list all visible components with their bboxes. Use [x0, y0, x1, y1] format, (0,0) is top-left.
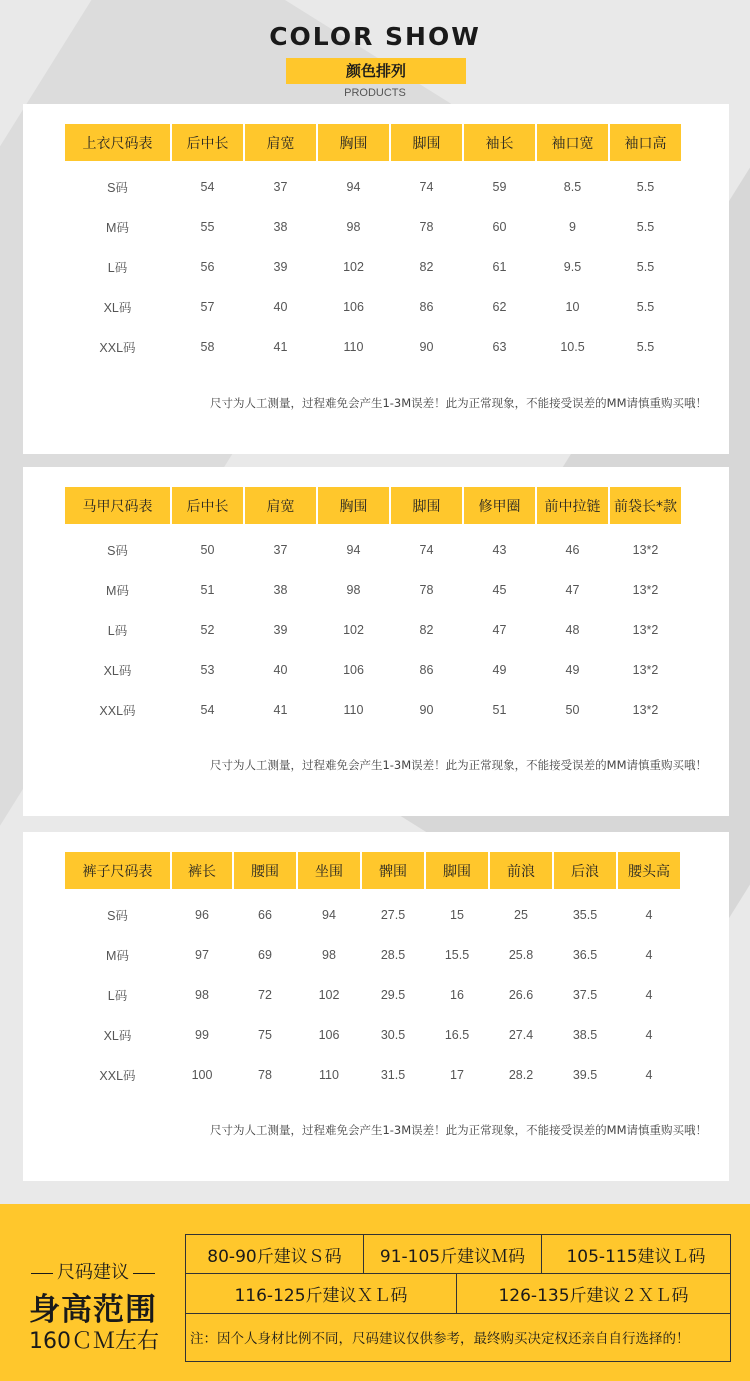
table-header-cell: 坐围: [298, 852, 360, 889]
table-cell: 29.5: [380, 988, 406, 1002]
size-table-pants: [63, 852, 682, 1095]
table-header-cell: 后中长: [172, 124, 243, 161]
table-cell: 25.8: [508, 948, 534, 962]
table-cell: 52: [200, 623, 215, 637]
size-card-vest: [23, 467, 729, 816]
table-cell: 86: [419, 300, 434, 314]
table-cell: 9.5: [563, 260, 582, 274]
table-cell: XL码: [103, 1029, 132, 1043]
table-cell: 5.5: [636, 180, 655, 194]
table-cell: 17: [450, 1068, 464, 1082]
table-header-cell: 髀围: [362, 852, 424, 889]
table-cell: 55: [200, 220, 215, 234]
size-card-pants: [23, 832, 729, 1181]
table-cell: 110: [343, 703, 364, 717]
table-row: [65, 247, 681, 287]
table-cell: 5.5: [636, 260, 655, 274]
table-header-cell: 前中拉链: [537, 487, 608, 524]
table-cell: 5.5: [636, 300, 655, 314]
table-cell: 9: [569, 220, 576, 234]
advice-cell: 126-135斤建议２ＸＬ码: [498, 1286, 689, 1306]
table-cell: 47: [492, 623, 507, 637]
table-cell: 38.5: [572, 1028, 598, 1042]
table-header-cell: 脚围: [426, 852, 488, 889]
table-row: [65, 935, 680, 975]
table-cell: 28.5: [380, 948, 406, 962]
table-cell: 63: [492, 340, 507, 354]
table-cell: L码: [107, 624, 128, 638]
size-card-tops: [23, 104, 729, 454]
table-cell: 13*2: [632, 543, 659, 557]
table-header-cell: 袖口宽: [537, 124, 608, 161]
table-cell: 13*2: [632, 663, 659, 677]
table-cell: 94: [346, 180, 361, 194]
height-cm: 160ＣＭ左右: [29, 1329, 159, 1354]
table-cell: 4: [645, 948, 653, 962]
table-cell: 39: [273, 260, 288, 274]
table-header-cell: 裤子尺码表: [65, 852, 170, 889]
table-header-cell: 腰围: [234, 852, 296, 889]
table-cell: 49: [565, 663, 580, 677]
table-cell: 98: [346, 220, 361, 234]
table-row: [65, 690, 681, 730]
table-cell: 100: [191, 1068, 213, 1082]
table-cell: S码: [107, 909, 128, 923]
table-header-cell: 马甲尺码表: [65, 487, 170, 524]
table-cell: 15.5: [444, 948, 470, 962]
size-advice-heading: [0, 1204, 185, 1381]
table-cell: XXL码: [99, 704, 136, 718]
table-cell: L码: [107, 261, 128, 275]
table-cell: 106: [343, 663, 364, 677]
table-cell: 31.5: [380, 1068, 406, 1082]
table-cell: 38: [273, 220, 288, 234]
size-advice-footer: [0, 1204, 750, 1381]
table-row: [65, 207, 681, 247]
table-header-cell: 袖口高: [610, 124, 681, 161]
table-header-cell: 前袋长*款: [610, 487, 681, 524]
table-cell: 26.6: [508, 988, 534, 1002]
table-cell: 25: [514, 908, 528, 922]
table-cell: 4: [645, 1028, 653, 1042]
table-cell: 37: [273, 180, 288, 194]
table-cell: 98: [322, 948, 336, 962]
page-subtitle-badge: 颜色排列: [286, 58, 466, 84]
table-cell: 66: [258, 908, 272, 922]
page-title: COLOR SHOW: [269, 22, 481, 51]
table-cell: 27.4: [508, 1028, 534, 1042]
table-cell: 41: [273, 340, 288, 354]
table-cell: 106: [318, 1028, 340, 1042]
table-cell: 98: [195, 988, 209, 1002]
table-cell: 4: [645, 988, 653, 1002]
table-cell: 98: [346, 583, 361, 597]
table-row: [65, 327, 681, 367]
table-header-cell: 胸围: [318, 124, 389, 161]
table-cell: 90: [419, 340, 434, 354]
table-cell: 37: [273, 543, 288, 557]
table-cell: 53: [200, 663, 215, 677]
table-cell: XXL码: [99, 1069, 136, 1083]
advice-row: [186, 1274, 730, 1314]
size-advice-grid: [185, 1234, 731, 1362]
table-cell: 94: [346, 543, 361, 557]
table-cell: 46: [565, 543, 580, 557]
table-cell: 10.5: [560, 340, 585, 354]
table-cell: 4: [645, 1068, 653, 1082]
measurement-note: 尺寸为人工测量，过程难免会产生1-3M误差！此为正常现象，不能接受误差的MM请慎重购买哦！: [209, 1123, 707, 1137]
table-cell: 10: [565, 300, 580, 314]
table-cell: 74: [419, 180, 434, 194]
table-cell: 50: [200, 543, 215, 557]
table-header-row: [65, 124, 681, 161]
measurement-note: 尺寸为人工测量，过程难免会产生1-3M误差！此为正常现象，不能接受误差的MM请慎重购买哦！: [209, 396, 707, 410]
advice-note: 注：因个人身材比例不同，尺码建议仅供参考，最终购买决定权还亲自自行选择的！: [190, 1331, 690, 1347]
divider: [31, 1273, 53, 1274]
advice-cell: 116-125斤建议ＸＬ码: [186, 1274, 457, 1313]
table-row: [65, 650, 681, 690]
table-header-cell: 肩宽: [245, 487, 316, 524]
table-cell: 75: [258, 1028, 272, 1042]
table-cell: 38: [273, 583, 288, 597]
table-cell: 78: [419, 583, 434, 597]
table-cell: 51: [200, 583, 215, 597]
products-caption: PRODUCTS: [344, 87, 406, 99]
table-row: [65, 570, 681, 610]
table-header-row: [65, 487, 681, 524]
table-cell: 82: [419, 623, 434, 637]
table-cell: 78: [258, 1068, 272, 1082]
table-cell: 57: [200, 300, 215, 314]
table-cell: M码: [106, 584, 129, 598]
divider: [133, 1273, 155, 1274]
table-cell: 72: [258, 988, 272, 1002]
table-cell: 40: [273, 300, 288, 314]
table-cell: 94: [322, 908, 336, 922]
table-row: [65, 889, 680, 935]
table-header-cell: 后浪: [554, 852, 616, 889]
table-cell: 41: [273, 703, 288, 717]
table-cell: 59: [492, 180, 507, 194]
measurement-note: 尺寸为人工测量，过程难免会产生1-3M误差！此为正常现象，不能接受误差的MM请慎重购买哦！: [209, 758, 707, 772]
page-header: [0, 0, 750, 104]
table-cell: 16: [450, 988, 464, 1002]
table-cell: 13*2: [632, 703, 659, 717]
table-cell: 16.5: [444, 1028, 470, 1042]
table-row: [65, 610, 681, 650]
table-cell: 5.5: [636, 220, 655, 234]
table-header-cell: 肩宽: [245, 124, 316, 161]
table-cell: 43: [492, 543, 507, 557]
advice-label-text: 尺码建议: [57, 1262, 129, 1283]
advice-cell: 80-90斤建议Ｓ码: [186, 1235, 364, 1273]
table-cell: 58: [200, 340, 215, 354]
table-cell: 13*2: [632, 583, 659, 597]
table-cell: 27.5: [380, 908, 406, 922]
table-cell: 36.5: [572, 948, 598, 962]
table-cell: 99: [195, 1028, 209, 1042]
table-cell: XL码: [103, 301, 132, 315]
table-cell: 90: [419, 703, 434, 717]
table-cell: 110: [319, 1068, 339, 1082]
table-cell: 102: [343, 623, 364, 637]
table-header-cell: 裤长: [172, 852, 232, 889]
table-cell: L码: [107, 989, 128, 1003]
table-cell: 39: [273, 623, 288, 637]
height-range-title: 身高范围: [29, 1292, 157, 1328]
advice-cell: 105-115建议Ｌ码: [566, 1246, 706, 1267]
table-cell: 96: [195, 908, 209, 922]
table-cell: 49: [492, 663, 507, 677]
table-header-row: [65, 852, 680, 889]
table-cell: 54: [200, 180, 215, 194]
table-cell: 45: [492, 583, 507, 597]
table-cell: 69: [258, 948, 272, 962]
advice-row: [186, 1235, 730, 1274]
table-header-cell: 脚围: [391, 487, 462, 524]
table-header-cell: 前浪: [490, 852, 552, 889]
table-cell: 62: [492, 300, 507, 314]
table-cell: 106: [343, 300, 364, 314]
table-row: [65, 161, 681, 207]
table-cell: 82: [419, 260, 434, 274]
table-row: [65, 1015, 680, 1055]
table-cell: 39.5: [572, 1068, 598, 1082]
table-cell: 54: [200, 703, 215, 717]
table-row: [65, 975, 680, 1015]
table-header-cell: 修甲圈: [464, 487, 535, 524]
table-cell: 47: [565, 583, 580, 597]
table-cell: 110: [343, 340, 364, 354]
table-row: [65, 287, 681, 327]
table-cell: 51: [492, 703, 507, 717]
table-cell: 15: [450, 908, 464, 922]
table-cell: 40: [273, 663, 288, 677]
table-cell: M码: [106, 221, 129, 235]
table-header-cell: 上衣尺码表: [65, 124, 170, 161]
table-cell: 78: [419, 220, 434, 234]
size-table-vest: [63, 487, 683, 730]
advice-cell: 91-105斤建议Ｍ码: [364, 1235, 542, 1273]
table-row: [65, 1055, 680, 1095]
table-cell: 86: [419, 663, 434, 677]
table-header-cell: 腰头高: [618, 852, 680, 889]
table-cell: 37.5: [572, 988, 598, 1002]
table-header-cell: 脚围: [391, 124, 462, 161]
table-header-cell: 胸围: [318, 487, 389, 524]
table-cell: 35.5: [572, 908, 598, 922]
table-cell: 102: [343, 260, 364, 274]
table-cell: 5.5: [636, 340, 655, 354]
advice-label: [18, 1258, 168, 1284]
table-header-cell: 后中长: [172, 487, 243, 524]
table-cell: 102: [318, 988, 340, 1002]
table-cell: 56: [200, 260, 215, 274]
table-cell: XL码: [103, 664, 132, 678]
table-row: [65, 524, 681, 570]
table-cell: 28.2: [508, 1068, 534, 1082]
table-cell: 97: [195, 948, 209, 962]
table-cell: 50: [565, 703, 580, 717]
table-cell: S码: [107, 181, 128, 195]
table-cell: M码: [106, 949, 129, 963]
table-cell: S码: [107, 544, 128, 558]
table-cell: 4: [645, 908, 653, 922]
table-cell: 48: [565, 623, 580, 637]
table-cell: 74: [419, 543, 434, 557]
table-cell: 8.5: [563, 180, 582, 194]
table-cell: 30.5: [380, 1028, 406, 1042]
table-header-cell: 袖长: [464, 124, 535, 161]
table-cell: XXL码: [99, 341, 136, 355]
size-table-tops: [63, 124, 683, 367]
advice-note-row: [186, 1314, 730, 1360]
table-cell: 60: [492, 220, 507, 234]
table-cell: 61: [492, 260, 507, 274]
table-cell: 13*2: [632, 623, 659, 637]
